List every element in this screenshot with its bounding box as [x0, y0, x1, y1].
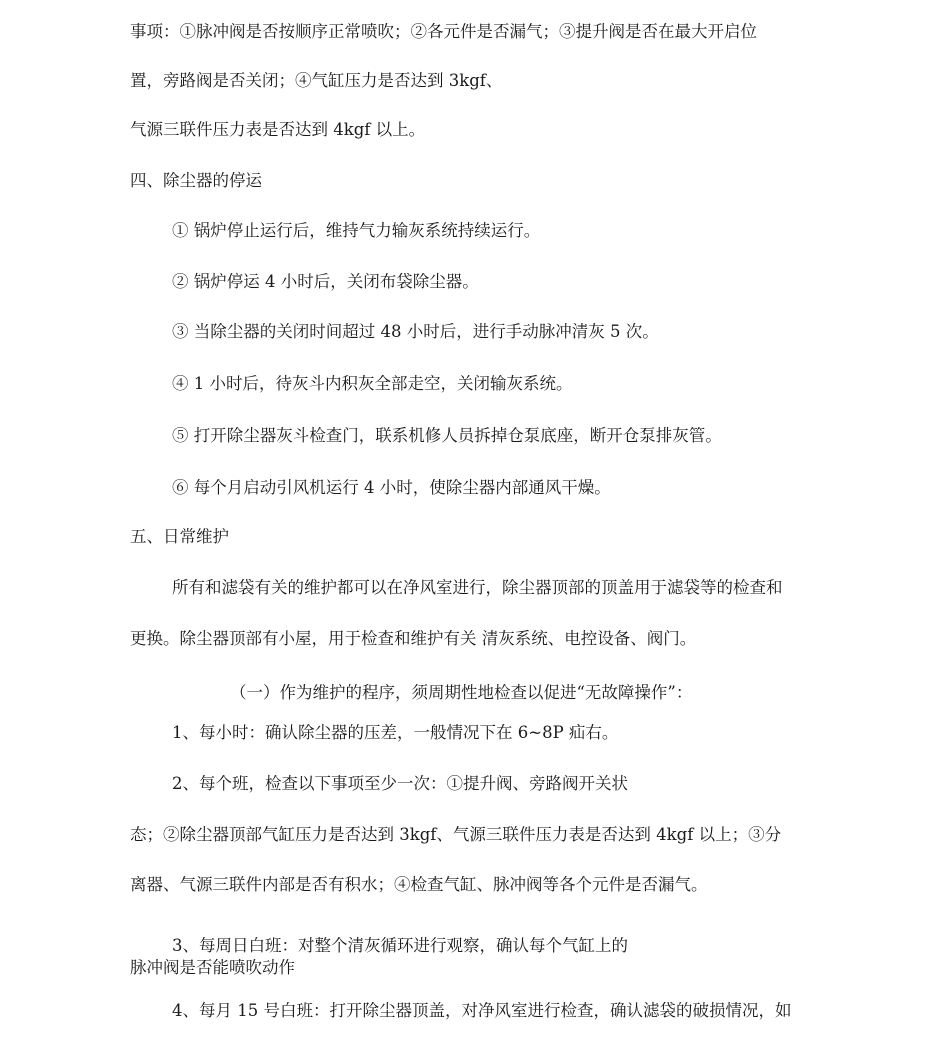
subsection-heading-procedure: （一）作为维护的程序，须周期性地检查以促进“无故障操作”： — [230, 683, 693, 702]
shutdown-step-4: ④ 1 小时后，待灰斗内积灰全部走空，关闭输灰系统。 — [172, 374, 573, 393]
section-heading-daily-maintenance: 五、日常维护 — [130, 527, 229, 546]
text-line-bypass-valve: 置，旁路阀是否关闭；④气缸压力是否达到 3kgf、 — [130, 71, 503, 90]
item-weekly-line-1: 3、每周日白班：对整个清灰循环进行观察，确认每个气缸上的 — [172, 936, 628, 955]
item-monthly: 4、每月 15 号白班：打开除尘器顶盖，对净风室进行检查，确认滤袋的破损情况，如 — [172, 1001, 792, 1020]
item-per-shift-line-2: 态；②除尘器顶部气缸压力是否达到 3kgf、气源三联件压力表是否达到 4kgf 以上；③分 — [130, 825, 782, 844]
item-hourly: 1、每小时：确认除尘器的压差，一般情况下在 6~8P 疝右。 — [172, 723, 619, 742]
shutdown-step-6: ⑥ 每个月启动引风机运行 4 小时，使除尘器内部通风干燥。 — [172, 478, 611, 497]
shutdown-step-1: ① 锅炉停止运行后，维持气力输灰系统持续运行。 — [172, 221, 541, 240]
item-per-shift-line-1: 2、每个班，检查以下事项至少一次：①提升阀、旁路阀开关状 — [172, 774, 628, 793]
shutdown-step-2: ② 锅炉停运 4 小时后，关闭布袋除尘器。 — [172, 272, 479, 291]
section-heading-shutdown: 四、除尘器的停运 — [130, 171, 262, 190]
paragraph-line-2: 更换。除尘器顶部有小屋，用于检查和维护有关 清灰系统、电控设备、阀门。 — [130, 629, 697, 648]
text-line-maintenance-items: 事项：①脉冲阀是否按顺序正常喷吹；②各元件是否漏气；③提升阀是否在最大开启位 — [130, 22, 757, 41]
item-weekly-line-2: 脉冲阀是否能喷吹动作 — [130, 958, 295, 977]
item-per-shift-line-3: 离器、气源三联件内部是否有积水；④检查气缸、脉冲阀等各个元件是否漏气。 — [130, 875, 708, 894]
paragraph-line-1: 所有和滤袋有关的维护都可以在净风室进行，除尘器顶部的顶盖用于滤袋等的检查和 — [172, 578, 783, 597]
shutdown-step-5: ⑤ 打开除尘器灰斗检查门，联系机修人员拆掉仓泵底座，断开仓泵排灰管。 — [172, 426, 722, 445]
text-line-air-source-pressure: 气源三联件压力表是否达到 4kgf 以上。 — [130, 120, 426, 139]
shutdown-step-3: ③ 当除尘器的关闭时间超过 48 小时后，进行手动脉冲清灰 5 次。 — [172, 322, 659, 341]
